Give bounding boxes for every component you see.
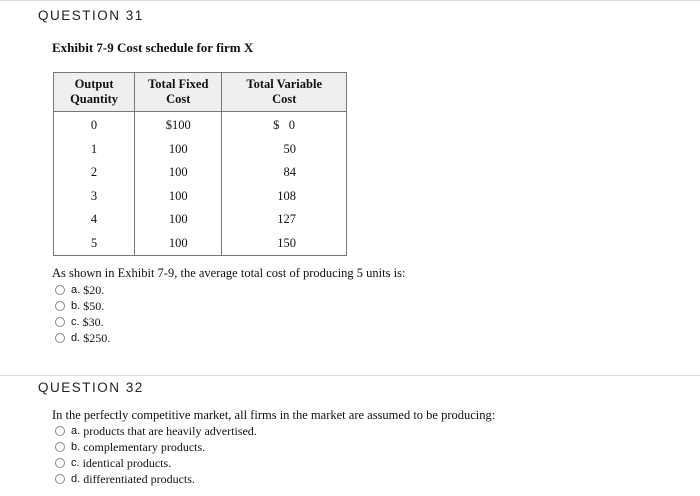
cost-schedule-table: [53, 72, 347, 256]
header-output-quantity: Output Quantity: [54, 73, 135, 112]
table-row: [54, 161, 347, 185]
exhibit-title: Exhibit 7-9 Cost schedule for firm X: [52, 40, 254, 55]
radio-button[interactable]: [55, 301, 65, 311]
option-text: products that are heavily advertised.: [83, 423, 257, 438]
cell-fixed-cost: 100: [135, 232, 222, 256]
option-text: identical products.: [82, 455, 172, 470]
radio-button[interactable]: [55, 474, 65, 484]
answer-option-c[interactable]: [55, 455, 257, 471]
radio-button[interactable]: [55, 442, 65, 452]
table-row: [54, 138, 347, 162]
cell-variable-cost: 150: [222, 232, 347, 256]
cell-variable-cost: $ 0: [222, 112, 347, 138]
answer-option-d[interactable]: [55, 330, 110, 346]
cell-variable-cost: 50: [222, 138, 347, 162]
cell-quantity: 5: [54, 232, 135, 256]
cell-fixed-cost: 100: [135, 208, 222, 232]
table-row: [54, 208, 347, 232]
header-total-variable-cost: Total Variable Cost: [222, 73, 347, 112]
cell-variable-cost: 127: [222, 208, 347, 232]
option-text: $250.: [83, 330, 111, 345]
question-32-options: [55, 423, 257, 487]
question-32-prompt: In the perfectly competitive market, all firms in the market are assumed to be producing:: [52, 408, 496, 422]
cell-fixed-cost: 100: [135, 161, 222, 185]
option-letter: b.: [71, 300, 81, 312]
header-total-fixed-cost: Total Fixed Cost: [135, 73, 222, 112]
answer-option-b[interactable]: [55, 439, 257, 455]
table-header-row: [54, 73, 347, 112]
option-letter: a.: [71, 284, 81, 296]
question-31-title: QUESTION 31: [38, 8, 144, 23]
option-text: $20.: [83, 282, 105, 297]
cell-quantity: 0: [54, 112, 135, 138]
cell-quantity: 2: [54, 161, 135, 185]
answer-option-a[interactable]: [55, 423, 257, 439]
radio-button[interactable]: [55, 458, 65, 468]
answer-option-b[interactable]: [55, 298, 110, 314]
option-letter: c.: [71, 457, 80, 469]
question-31-prompt: As shown in Exhibit 7-9, the average total cost of producing 5 units is:: [52, 266, 406, 280]
cell-variable-cost: 108: [222, 185, 347, 209]
answer-option-d[interactable]: [55, 471, 257, 487]
option-letter: d.: [71, 332, 81, 344]
table-row: [54, 185, 347, 209]
option-letter: a.: [71, 425, 81, 437]
option-letter: b.: [71, 441, 81, 453]
cell-fixed-cost: 100: [135, 185, 222, 209]
cell-variable-cost: 84: [222, 161, 347, 185]
table-row: [54, 112, 347, 138]
cell-fixed-cost: 100: [135, 138, 222, 162]
option-text: $30.: [82, 314, 104, 329]
question-31-options: [55, 282, 110, 346]
cell-quantity: 4: [54, 208, 135, 232]
radio-button[interactable]: [55, 426, 65, 436]
cell-quantity: 1: [54, 138, 135, 162]
option-text: differentiated products.: [83, 471, 195, 486]
question-32-title: QUESTION 32: [38, 380, 144, 395]
radio-button[interactable]: [55, 285, 65, 295]
answer-option-a[interactable]: [55, 282, 110, 298]
option-text: complementary products.: [83, 439, 206, 454]
radio-button[interactable]: [55, 317, 65, 327]
option-text: $50.: [83, 298, 105, 313]
option-letter: d.: [71, 473, 81, 485]
cell-fixed-cost: $100: [135, 112, 222, 138]
table-row: [54, 232, 347, 256]
question-31-divider: [0, 0, 700, 1]
radio-button[interactable]: [55, 333, 65, 343]
cell-quantity: 3: [54, 185, 135, 209]
option-letter: c.: [71, 316, 80, 328]
answer-option-c[interactable]: [55, 314, 110, 330]
question-32-divider: [0, 375, 700, 376]
